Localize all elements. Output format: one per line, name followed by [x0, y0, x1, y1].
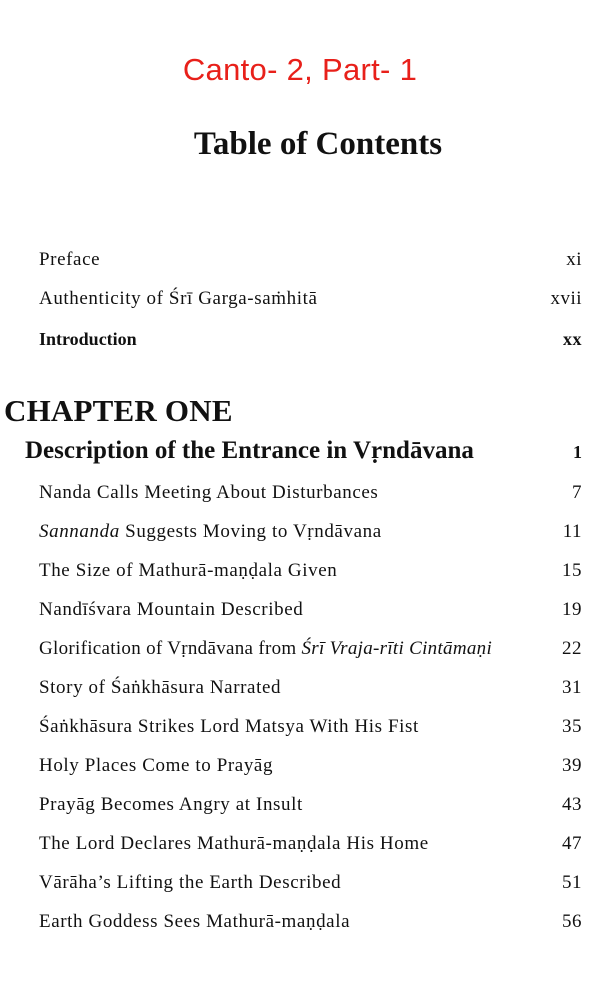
entry-page: xvii — [550, 288, 582, 309]
entry-label — [39, 638, 492, 660]
entry-label: Holy Places Come to Prayāg — [39, 755, 274, 776]
toc-entry[interactable] — [39, 716, 582, 738]
entry-label: The Lord Declares Mathurā-maṇḍala His Home — [39, 833, 429, 854]
entry-page: xi — [566, 249, 582, 270]
chapter-heading: CHAPTER ONE — [4, 393, 233, 428]
toc-entry[interactable] — [39, 599, 582, 621]
entry-page: xx — [563, 329, 582, 349]
chapter-title-entry[interactable] — [25, 437, 582, 465]
entry-label: Nandīśvara Mountain Described — [39, 599, 304, 620]
toc-entry[interactable] — [39, 911, 582, 933]
entry-page: 47 — [562, 833, 582, 854]
page-title: Table of Contents — [193, 126, 443, 162]
toc-entry[interactable] — [39, 755, 582, 777]
entry-label-rest: Suggests Moving to Vṛndāvana — [119, 521, 382, 542]
chapter-page: 1 — [573, 442, 582, 462]
entry-label-plain: Glorification of Vṛndāvana from — [39, 638, 302, 659]
entry-label-italic: Sannanda — [39, 521, 120, 542]
entry-label-italic: Śrī Vraja-rīti Cintāmaṇi — [301, 638, 493, 659]
entry-label: Introduction — [39, 329, 137, 349]
entry-page: 19 — [562, 599, 582, 620]
entry-label: Earth Goddess Sees Mathurā-maṇḍala — [39, 911, 351, 932]
entry-page: 51 — [562, 872, 582, 893]
entry-page: 43 — [562, 794, 582, 815]
canto-label: Canto- 2, Part- 1 — [182, 52, 418, 87]
entry-page: 56 — [562, 911, 582, 932]
toc-entry-introduction[interactable] — [39, 329, 582, 350]
entry-label — [39, 521, 382, 543]
toc-entry-authenticity[interactable] — [39, 288, 582, 310]
entry-label: Prayāg Becomes Angry at Insult — [39, 794, 303, 815]
entry-page: 11 — [562, 521, 582, 542]
entry-page: 15 — [562, 560, 582, 581]
toc-entry[interactable] — [39, 794, 582, 816]
toc-entry[interactable] — [39, 833, 582, 855]
entry-label: Authenticity of Śrī Garga-saṁhitā — [39, 288, 318, 309]
toc-entry[interactable] — [39, 560, 582, 582]
entry-label: Vārāha’s Lifting the Earth Described — [39, 872, 342, 893]
entry-label: Śaṅkhāsura Strikes Lord Matsya With His Fist — [39, 716, 419, 737]
entry-label: Story of Śaṅkhāsura Narrated — [39, 677, 282, 698]
chapter-title: Description of the Entrance in Vṛndāvana — [25, 437, 474, 464]
toc-entry[interactable] — [39, 638, 582, 660]
entry-label: Preface — [39, 249, 101, 270]
entry-page: 7 — [572, 482, 582, 503]
entry-page: 31 — [562, 677, 582, 698]
toc-entry-preface[interactable] — [39, 249, 582, 271]
entry-label: The Size of Mathurā-maṇḍala Given — [39, 560, 338, 581]
toc-entry[interactable] — [39, 482, 582, 504]
toc-entry[interactable] — [39, 521, 582, 543]
entry-label: Nanda Calls Meeting About Disturbances — [39, 482, 379, 503]
toc-entry[interactable] — [39, 872, 582, 894]
toc-entry[interactable] — [39, 677, 582, 699]
entry-page: 35 — [562, 716, 582, 737]
entry-page: 22 — [562, 638, 582, 659]
entry-page: 39 — [562, 755, 582, 776]
